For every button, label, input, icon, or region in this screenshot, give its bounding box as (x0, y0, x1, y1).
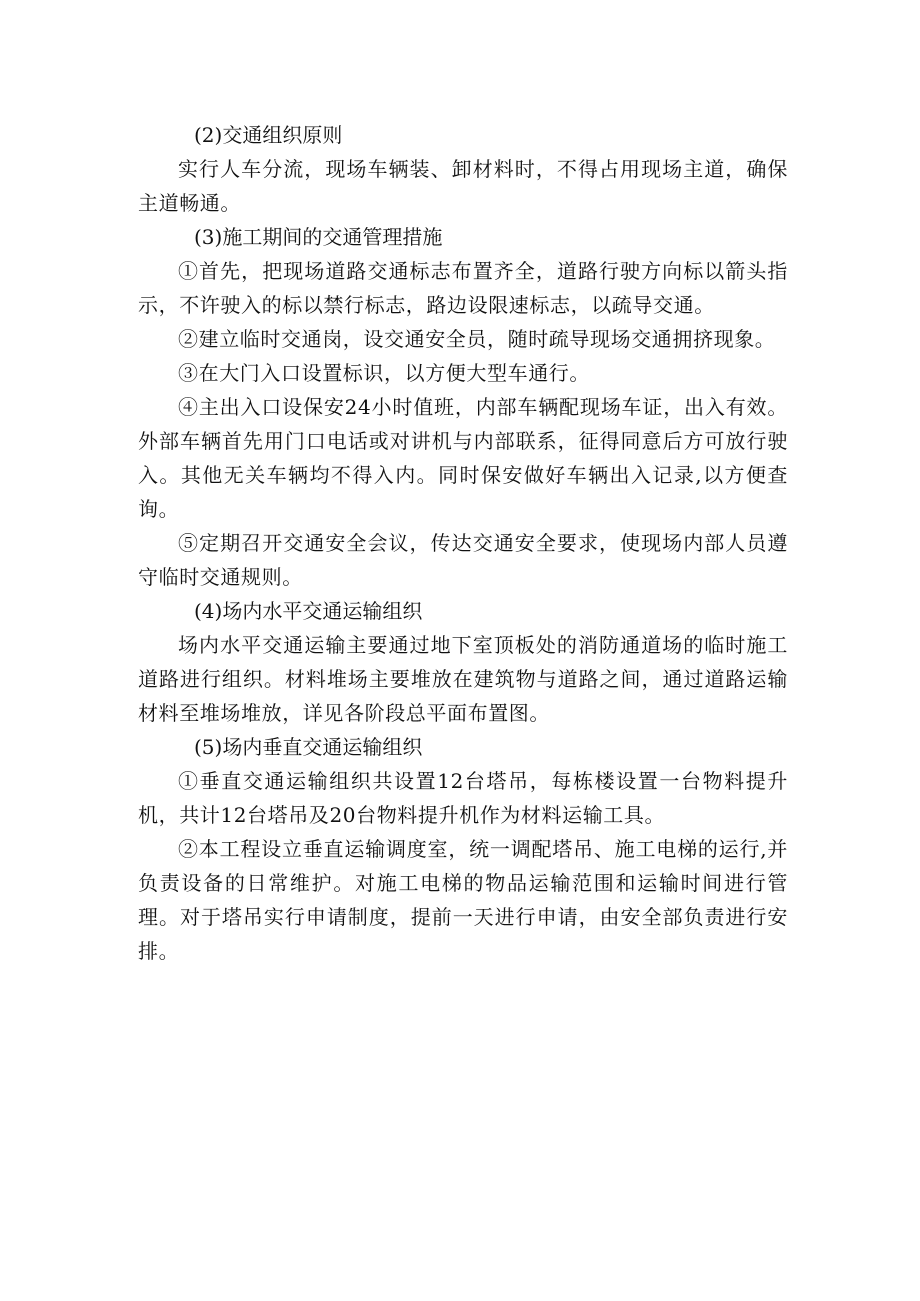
paragraph-measure-1: ①首先，把现场道路交通标志布置齐全，道路行驶方向标以箭头指示，不许驶入的标以禁行标志，路边设限速标志，以疏导交通。 (138, 259, 788, 317)
section-heading-traffic-principle: (2)交通组织原则 (194, 123, 343, 147)
section-heading-vertical-transport: (5)场内垂直交通运输组织 (194, 735, 423, 759)
paragraph-measure-2: ②建立临时交通岗，设交通安全员，随时疏导现场交通拥挤现象。 (178, 327, 776, 351)
paragraph-measure-5: ⑤定期召开交通安全会议，传达交通安全要求，使现场内部人员遵守临时交通规则。 (138, 531, 788, 589)
paragraph-vertical-1: ①垂直交通运输组织共设置12台塔吊，每栋楼设置一台物料提升机，共计12台塔吊及20台物料提升机作为材料运输工具。 (138, 769, 788, 827)
section-heading-horizontal-transport: (4)场内水平交通运输组织 (194, 599, 423, 623)
document-body (138, 118, 788, 968)
paragraph-traffic-principle: 实行人车分流，现场车辆装、卸材料时，不得占用现场主道，确保主道畅通。 (138, 157, 788, 215)
section-heading-traffic-measures: (3)施工期间的交通管理措施 (194, 225, 443, 249)
paragraph-horizontal-transport: 场内水平交通运输主要通过地下室顶板处的消防通道场的临时施工道路进行组织。材料堆场主要堆放在建筑物与道路之间，通过道路运输材料至堆场堆放，详见各阶段总平面布置图。 (138, 633, 788, 725)
paragraph-measure-4: ④主出入口设保安24小时值班，内部车辆配现场车证，出入有效。外部车辆首先用门口电话或对讲机与内部联系，征得同意后方可放行驶入。其他无关车辆均不得入内。同时保安做好车辆出入记录,以方便查询。 (138, 395, 788, 521)
paragraph-vertical-2: ②本工程设立垂直运输调度室，统一调配塔吊、施工电梯的运行,并负责设备的日常维护。对施工电梯的物品运输范围和运输时间进行管理。对于塔吊实行申请制度，提前一天进行申请，由安全部负责进行安排。 (138, 837, 788, 963)
paragraph-measure-3: ③在大门入口设置标识，以方便大型车通行。 (178, 361, 590, 385)
